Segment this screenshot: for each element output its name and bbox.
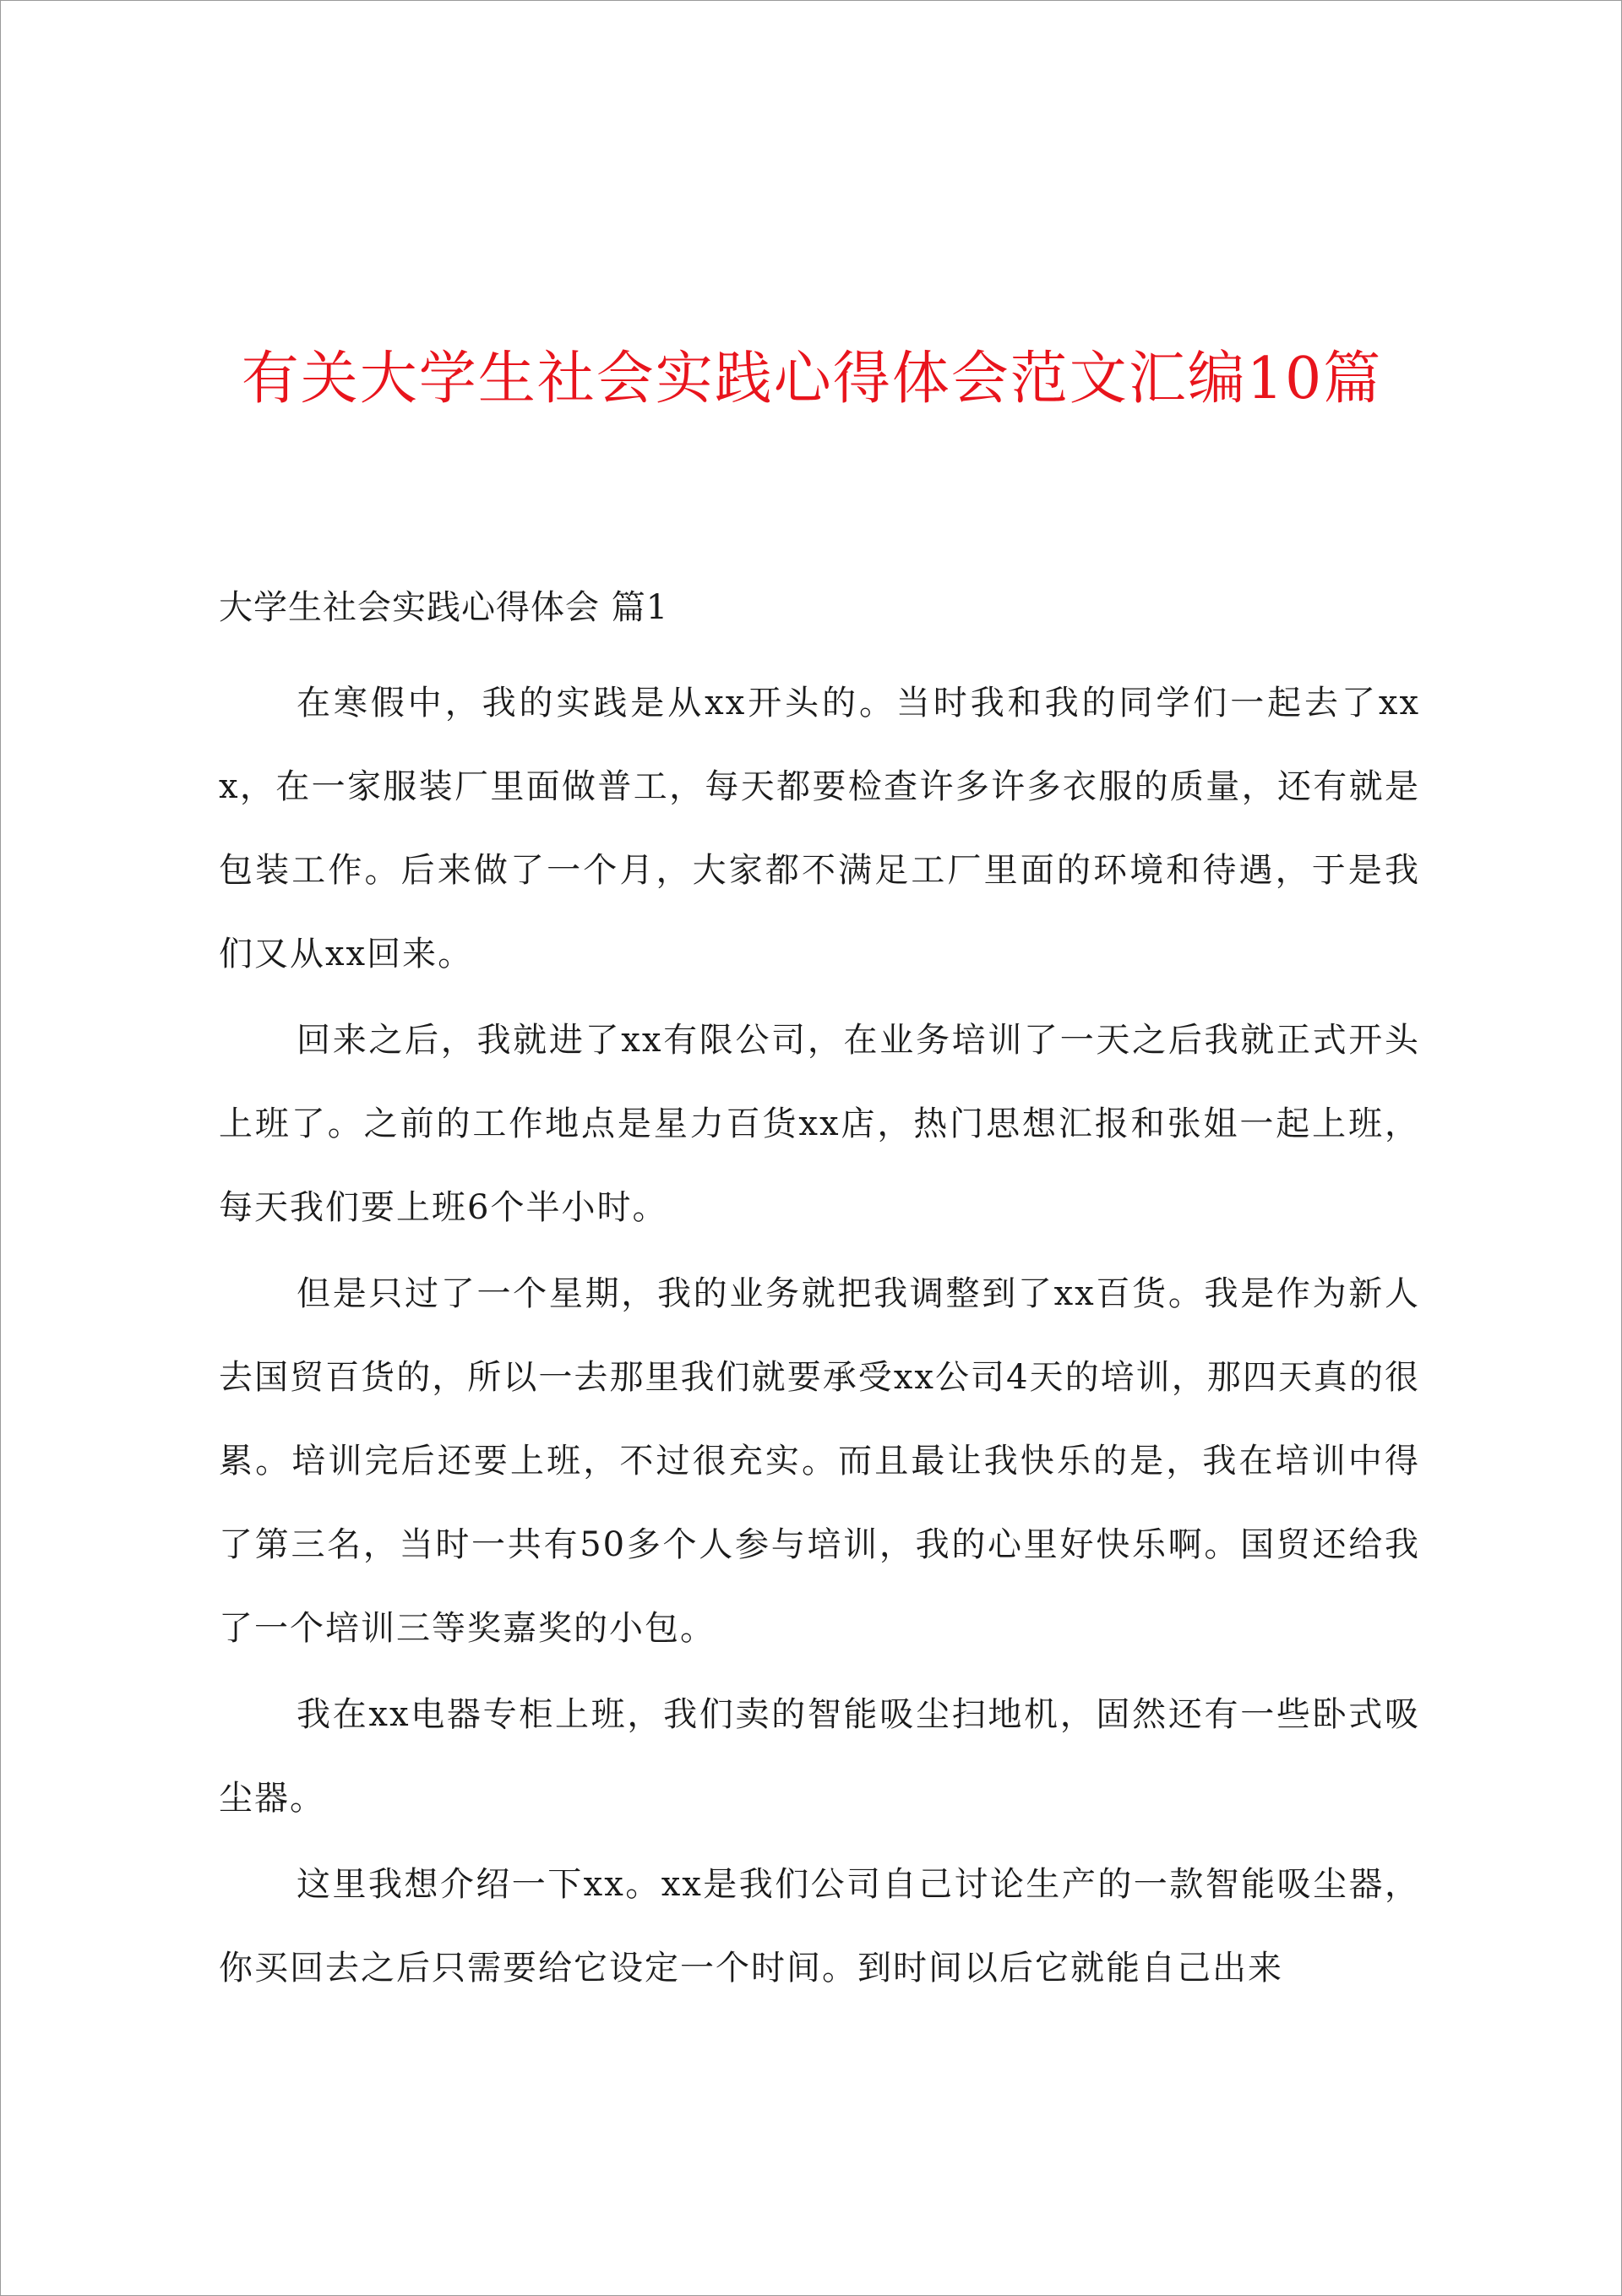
paragraph: 回来之后，我就进了xx有限公司，在业务培训了一天之后我就正式开头上班了。之前的工作地点是星力百货xx店，热门思想汇报和张姐一起上班，每天我们要上班6个半小时。 xyxy=(219,1021,1420,1227)
section-heading: 大学生社会实践心得体会 篇1 xyxy=(219,588,669,627)
paragraph: 这里我想介绍一下xx。xx是我们公司自己讨论生产的一款智能吸尘器，你买回去之后只需要给它设定一个时间。到时间以后它就能自己出来 xyxy=(219,1865,1420,1988)
paragraph: 我在xx电器专柜上班，我们卖的智能吸尘扫地机，固然还有一些卧式吸尘器。 xyxy=(219,1695,1420,1818)
paragraph: 在寒假中，我的实践是从xx开头的。当时我和我的同学们一起去了xxx，在一家服装厂里面做普工，每天都要检查许多许多衣服的质量，还有就是包装工作。后来做了一个月，大家都不满足工厂里面的环境和待遇，于是我们又从xx回来。 xyxy=(219,684,1420,973)
document-body xyxy=(219,662,1420,2010)
paragraph: 但是只过了一个星期，我的业务就把我调整到了xx百货。我是作为新人去国贸百货的，所以一去那里我们就要承受xx公司4天的培训，那四天真的很累。培训完后还要上班，不过很充实。而且最让我快乐的是，我在培训中得了第三名，当时一共有50多个人参与培训，我的心里好快乐啊。国贸还给我了一个培训三等奖嘉奖的小包。 xyxy=(219,1274,1420,1648)
document-title: 有关大学生社会实践心得体会范文汇编10篇 xyxy=(241,346,1383,412)
